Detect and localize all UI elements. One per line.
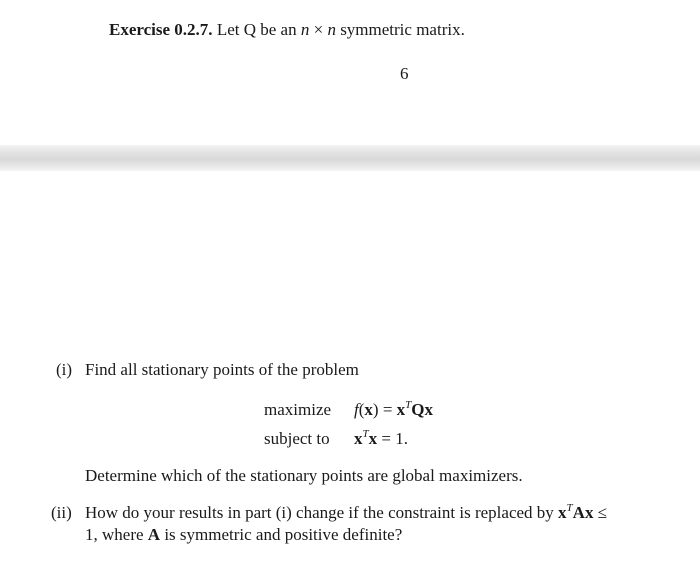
ii-line2-pre: 1, where [85, 525, 144, 544]
ii-transpose: T [566, 502, 573, 514]
part-ii-line2 [85, 525, 402, 545]
con-rest: = 1. [377, 429, 408, 448]
part-i-text: Find all stationary points of the problem [85, 360, 359, 379]
ii-x: x [558, 503, 567, 522]
page-number: 6 [400, 64, 409, 83]
con-transpose: T [362, 428, 369, 440]
obj-rparen: ) [372, 400, 379, 419]
matrix-dim-times: × [313, 20, 324, 39]
part-ii-text: How do your results in part (i) change if the constraint is replaced by [85, 503, 554, 522]
matrix-dim-n1: n [300, 20, 310, 39]
obj-eq: = [378, 400, 397, 419]
ii-leq: ≤ [597, 503, 608, 522]
obj-x: x [364, 400, 373, 419]
exercise-tail: symmetric matrix. [340, 20, 465, 39]
objective-keyword: maximize [264, 400, 332, 419]
ii-x2: x [584, 503, 594, 522]
exercise-lead: Let Q be an [216, 20, 297, 39]
ii-line2-A: A [147, 525, 161, 544]
matrix-dim-n2: n [327, 20, 336, 39]
constraint-keyword: subject to [264, 429, 330, 448]
obj-transpose: T [405, 399, 412, 411]
obj-lparen: ( [358, 400, 365, 419]
obj-x3: x [424, 400, 434, 419]
constraint-expression [354, 429, 408, 449]
exercise-label: Exercise 0.2.7. [109, 20, 213, 39]
page-break-divider [0, 145, 700, 171]
ii-A: A [572, 503, 585, 522]
ii-line2-post: is symmetric and positive definite? [164, 525, 403, 544]
obj-Q: Q [411, 400, 425, 419]
part-i-followup: Determine which of the stationary points are global maximizers. [85, 466, 523, 485]
con-x: x [354, 429, 363, 448]
objective-expression [354, 400, 433, 420]
part-ii-line1 [85, 503, 607, 523]
obj-x2: x [396, 400, 406, 419]
obj-f: f [354, 400, 359, 419]
con-x2: x [368, 429, 378, 448]
exercise-heading [109, 20, 465, 40]
part-ii-label: (ii) [51, 503, 72, 522]
part-i-label: (i) [56, 360, 73, 379]
